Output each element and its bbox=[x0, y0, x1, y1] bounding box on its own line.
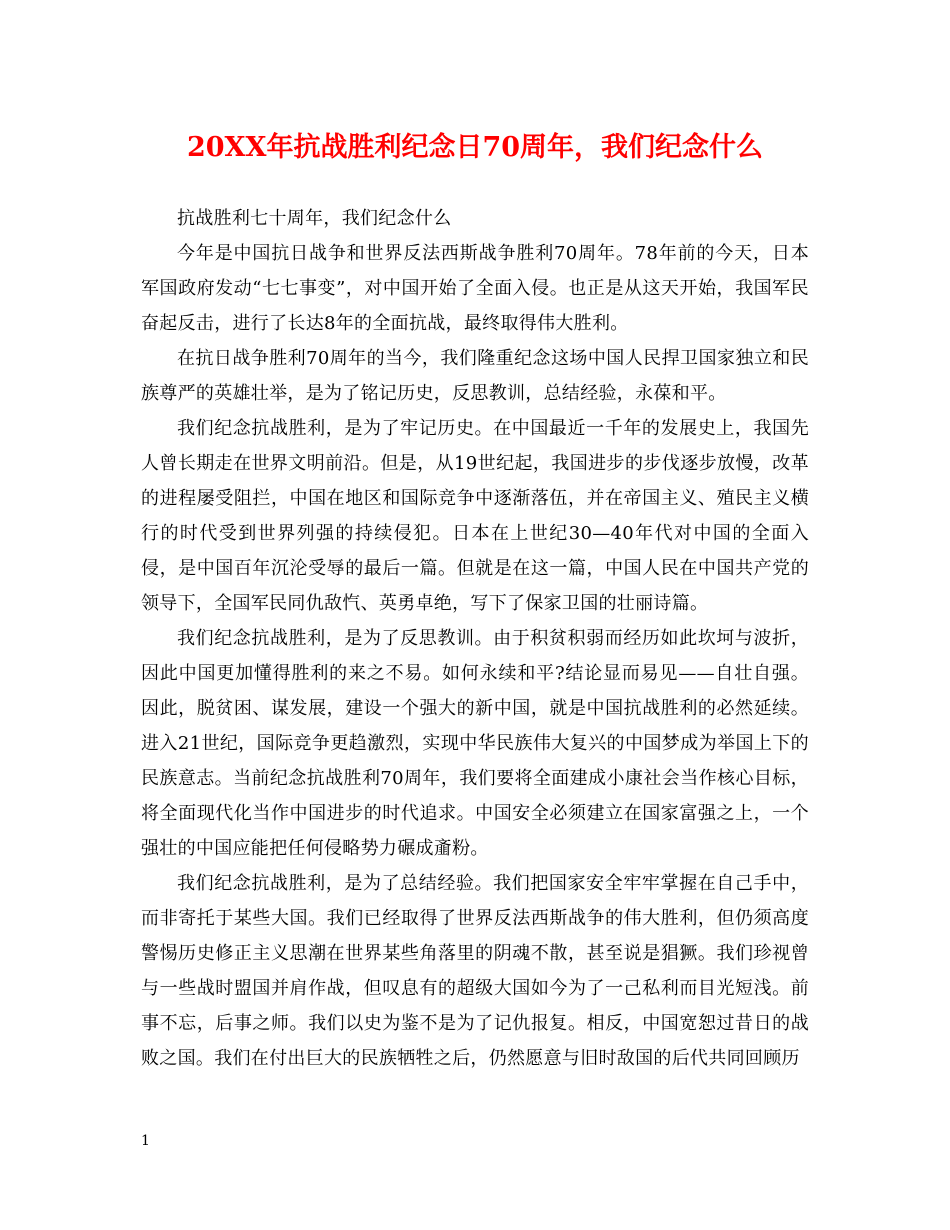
paragraph: 我们纪念抗战胜利，是为了总结经验。我们把国家安全牢牢掌握在自己手中，而非寄托于某些大国。我们已经取得了世界反法西斯战争的伟大胜利，但仍须高度警惕历史修正主义思潮在世界某些角落里的阴魂不散，甚至说是猖獗。我们珍视曾与一些战时盟国并肩作战，但叹息有的超级大国如今为了一己私利而目光短浅。前事不忘，后事之师。我们以史为鉴不是为了记仇报复。相反，中国宽恕过昔日的战败之国。我们在付出巨大的民族牺牲之后，仍然愿意与旧时敌国的后代共同回顾历 bbox=[141, 873, 809, 1069]
page-number: 1 bbox=[141, 1133, 150, 1149]
paragraph: 今年是中国抗日战争和世界反法西斯战争胜利70周年。78年前的今天，日本军国政府发动“七七事变”，对中国开始了全面入侵。也正是从这天开始，我国军民奋起反击，进行了长达8年的全面抗战，最终取得伟大胜利。 bbox=[141, 243, 809, 334]
paragraph: 我们纪念抗战胜利，是为了牢记历史。在中国最近一千年的发展史上，我国先人曾长期走在世界文明前沿。但是，从19世纪起，我国进步的步伐逐步放慢，改革的进程屡受阻拦，中国在地区和国际竞争中逐渐落伍，并在帝国主义、殖民主义横行的时代受到世界列强的持续侵犯。日本在上世纪30—40年代对中国的全面入侵，是中国百年沉沦受辱的最后一篇。但就是在这一篇，中国人民在中国共产党的领导下，全国军民同仇敌忾、英勇卓绝，写下了保家卫国的壮丽诗篇。 bbox=[141, 418, 809, 614]
document-body bbox=[141, 201, 809, 1076]
paragraph-subtitle: 抗战胜利七十周年，我们纪念什么 bbox=[177, 208, 452, 229]
paragraph: 在抗日战争胜利70周年的当今，我们隆重纪念这场中国人民捍卫国家独立和民族尊严的英雄壮举，是为了铭记历史，反思教训，总结经验，永葆和平。 bbox=[141, 348, 809, 404]
document-title: 20XX年抗战胜利纪念日70周年，我们纪念什么 bbox=[186, 132, 764, 163]
paragraph: 我们纪念抗战胜利，是为了反思教训。由于积贫积弱而经历如此坎坷与波折，因此中国更加懂得胜利的来之不易。如何永续和平?结论显而易见——自壮自强。因此，脱贫困、谋发展，建设一个强大的新中国，就是中国抗战胜利的必然延续。进入21世纪，国际竞争更趋激烈，实现中华民族伟大复兴的中国梦成为举国上下的民族意志。当前纪念抗战胜利70周年，我们要将全面建成小康社会当作核心目标，将全面现代化当作中国进步的时代追求。中国安全必须建立在国家富强之上，一个强壮的中国应能把任何侵略势力碾成齑粉。 bbox=[141, 628, 809, 859]
